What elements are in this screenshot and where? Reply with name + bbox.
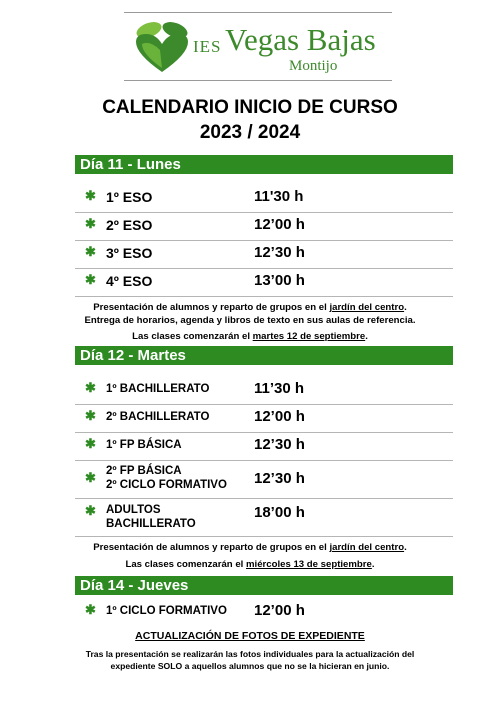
course-label: 1º BACHILLERATO xyxy=(106,383,210,395)
course-label: 3º ESO xyxy=(106,245,153,261)
day-heading: Día 14 - Jueves xyxy=(75,576,453,595)
logo-prefix: IES xyxy=(193,37,222,56)
bullet-icon: ✱ xyxy=(85,272,96,287)
bullet-icon: ✱ xyxy=(85,470,96,485)
course-label: 1º ESO xyxy=(106,189,153,205)
photos-text: Tras la presentación se realizarán las fotos individuales para la actualización del xyxy=(85,649,415,659)
time-label: 12’30 h xyxy=(254,244,305,261)
note-link: jardín del centro xyxy=(329,542,405,553)
bullet-icon: ✱ xyxy=(85,436,96,451)
page-title: CALENDARIO INICIO DE CURSO xyxy=(102,97,398,118)
schedule-row xyxy=(75,500,453,534)
day-heading: Día 12 - Martes xyxy=(75,346,453,365)
photos-text: expediente SOLO a aquellos alumnos que no se la hicieran en junio. xyxy=(110,661,390,671)
note-link: martes 12 de septiembre xyxy=(252,331,366,342)
course-label: 4º ESO xyxy=(106,273,153,289)
note-line: Presentación de alumnos y reparto de grupos en el jardín del centro. xyxy=(93,302,407,313)
time-label: 13’00 h xyxy=(254,272,305,289)
course-label: 2º ESO xyxy=(106,217,153,233)
time-label: 12’00 h xyxy=(254,602,305,619)
page-subtitle: 2023 / 2024 xyxy=(199,122,301,143)
course-label: 1º FP BÁSICA xyxy=(106,439,182,451)
note-line: Presentación de alumnos y reparto de grupos en el jardín del centro. xyxy=(93,542,407,553)
logo-name: Vegas Bajas xyxy=(225,22,376,57)
schedule-row xyxy=(75,432,453,461)
note-link: jardín del centro xyxy=(329,302,405,313)
note-link: miércoles 13 de septiembre xyxy=(246,559,372,570)
bullet-icon: ✱ xyxy=(85,188,96,203)
time-label: 12’00 h xyxy=(254,408,305,425)
bullet-icon: ✱ xyxy=(85,408,96,423)
photos-heading: ACTUALIZACIÓN DE FOTOS DE EXPEDIENTE xyxy=(135,630,365,642)
note-line: Las clases comenzarán el miércoles 13 de septiembre. xyxy=(125,559,375,570)
course-label: 2º BACHILLERATO xyxy=(106,411,210,423)
schedule-row xyxy=(75,376,453,405)
schedule-row xyxy=(75,184,453,213)
logo-rule xyxy=(124,80,392,81)
course-label: ADULTOS BACHILLERATO xyxy=(106,504,196,530)
heart-logo-icon xyxy=(132,20,192,76)
note-line: Las clases comenzarán el martes 12 de septiembre. xyxy=(132,331,368,342)
time-label: 12’00 h xyxy=(254,216,305,233)
course-label: 1º CICLO FORMATIVO xyxy=(106,605,227,617)
bullet-icon: ✱ xyxy=(85,602,96,617)
schedule-row xyxy=(75,240,453,269)
course-label: 2º FP BÁSICA 2º CICLO FORMATIVO xyxy=(106,465,227,491)
top-rule xyxy=(124,12,392,13)
bullet-icon: ✱ xyxy=(85,244,96,259)
time-label: 18’00 h xyxy=(254,504,305,521)
bullet-icon: ✱ xyxy=(85,380,96,395)
logo-place: Montijo xyxy=(289,58,338,74)
time-label: 12’30 h xyxy=(254,436,305,453)
schedule-row xyxy=(75,212,453,241)
row-divider xyxy=(75,536,453,537)
schedule-row xyxy=(75,598,453,626)
schedule-row xyxy=(75,268,453,297)
schedule-row xyxy=(75,404,453,433)
time-label: 11’30 h xyxy=(254,380,305,397)
bullet-icon: ✱ xyxy=(85,216,96,231)
bullet-icon: ✱ xyxy=(85,503,96,518)
schedule-row xyxy=(75,460,453,499)
time-label: 11'30 h xyxy=(254,188,304,205)
day-heading: Día 11 - Lunes xyxy=(75,155,453,174)
time-label: 12’30 h xyxy=(254,470,305,487)
school-logo xyxy=(132,20,392,76)
note-line: Entrega de horarios, agenda y libros de texto en sus aulas de referencia. xyxy=(84,315,416,326)
